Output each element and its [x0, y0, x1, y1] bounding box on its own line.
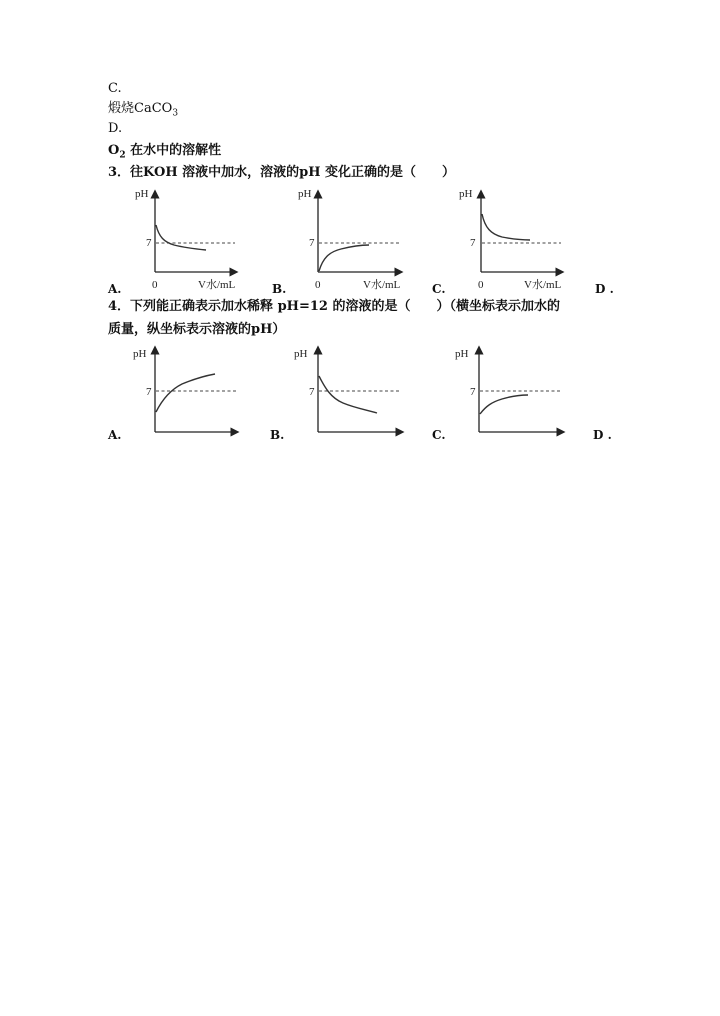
q4-graph-a — [120, 340, 260, 440]
q4-a-curve — [156, 374, 215, 412]
o2-solubility-text — [108, 142, 221, 165]
q3-b-origin: 0 — [315, 279, 321, 291]
q4-c-curve — [480, 395, 528, 414]
q4-c-seven: 7 — [470, 386, 476, 398]
q3-option-a: A. — [108, 282, 122, 296]
calcine-text: 煅烧CaCO — [108, 101, 173, 116]
q4-option-d: D . — [593, 428, 612, 442]
o2-suffix-text: 在水中的溶解性 — [125, 143, 222, 158]
q3-option-d: D . — [595, 282, 614, 296]
question-3-text: 3．往KOH 溶液中加水，溶液的pH 变化正确的是（ ） — [108, 165, 456, 180]
q3-a-curve — [156, 225, 206, 250]
q3-option-c: C. — [432, 282, 446, 296]
q4-b-ylabel: pH — [294, 348, 308, 360]
option-c-label: C. — [108, 81, 122, 96]
q4-a-seven: 7 — [146, 386, 152, 398]
q4-a-ylabel: pH — [133, 348, 147, 360]
q3-c-origin: 0 — [478, 279, 484, 291]
q3-c-ylabel: pH — [459, 188, 473, 200]
q3-graph-c — [444, 182, 584, 292]
calcine-subscript: 3 — [172, 108, 179, 119]
q3-b-xlabel: V水/mL — [363, 279, 401, 291]
q4-graph-c — [444, 340, 584, 440]
q4-b-curve — [319, 376, 377, 413]
q4-b-seven: 7 — [309, 386, 315, 398]
q3-a-origin: 0 — [152, 279, 158, 291]
question-4-text-1: 4．下列能正确表示加水稀释 pH=12 的溶液的是（ ）（横坐标表示加水的 — [108, 299, 560, 314]
q4-c-ylabel: pH — [455, 348, 469, 360]
q3-c-curve — [482, 214, 530, 240]
q3-b-seven: 7 — [309, 237, 315, 249]
q3-c-xlabel: V水/mL — [524, 279, 562, 291]
o2-subscript: 2 — [119, 150, 126, 161]
q4-option-a: A. — [108, 428, 122, 442]
q3-b-curve — [319, 245, 369, 271]
option-d-label: D. — [108, 121, 123, 136]
q3-graph-a — [120, 182, 260, 292]
q3-a-xlabel: V水/mL — [198, 279, 236, 291]
q3-b-ylabel: pH — [298, 188, 312, 200]
q3-option-b: B. — [272, 282, 287, 296]
o2-text: O — [108, 143, 120, 158]
q4-option-b: B. — [270, 428, 285, 442]
q3-c-seven: 7 — [470, 237, 476, 249]
q3-a-seven: 7 — [146, 237, 152, 249]
q4-option-c: C. — [432, 428, 446, 442]
question-4-text-2: 质量，纵坐标表示溶液的pH） — [108, 322, 286, 337]
q4-graph-b — [283, 340, 423, 440]
q3-a-ylabel: pH — [135, 188, 149, 200]
q3-graph-b — [283, 182, 423, 292]
